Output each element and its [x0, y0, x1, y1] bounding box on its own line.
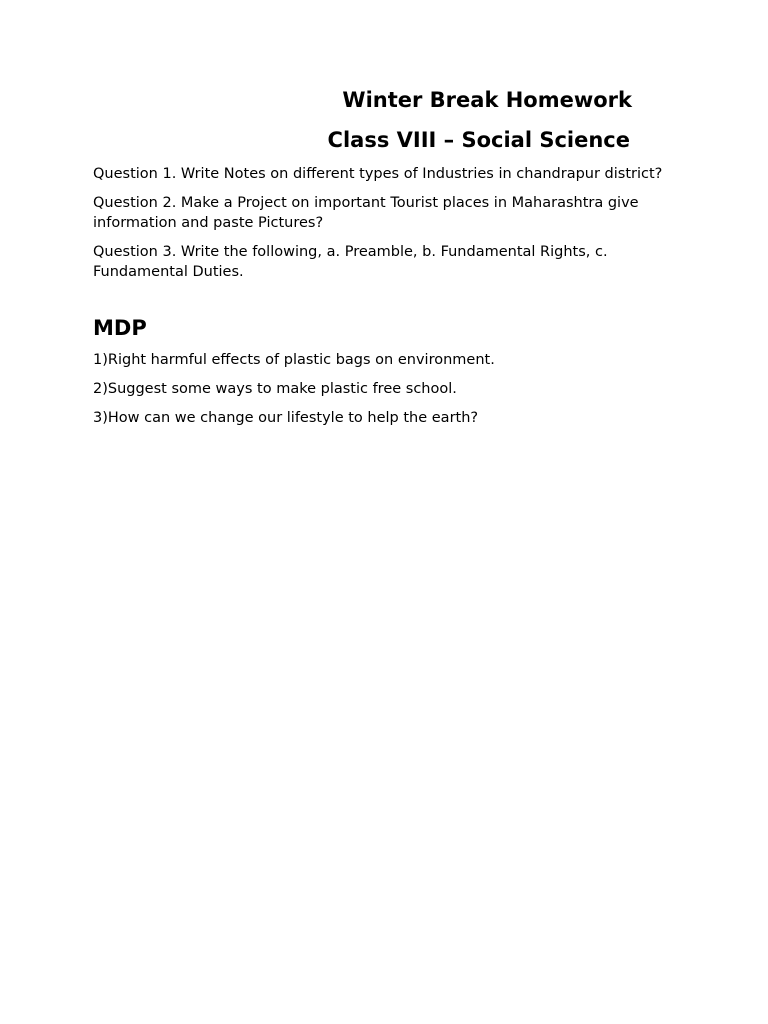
document-body: [93, 164, 663, 437]
question-2: Question 2. Make a Project on important Tourist places in Maharashtra give information and paste Pictures?: [93, 195, 639, 231]
question-3: Question 3. Write the following, a. Preamble, b. Fundamental Rights, c. Fundamental Duties.: [93, 244, 608, 280]
mdp-heading: MDP: [93, 316, 147, 340]
mdp-item-3: 3)How can we change our lifestyle to help the earth?: [93, 410, 479, 426]
document-subtitle: Class VIII – Social Science: [327, 128, 630, 152]
mdp-item-1: 1)Right harmful effects of plastic bags on environment.: [93, 352, 495, 368]
mdp-item-2: 2)Suggest some ways to make plastic free school.: [93, 381, 457, 397]
document-title: Winter Break Homework: [342, 88, 632, 112]
question-1: Question 1. Write Notes on different types of Industries in chandrapur district?: [93, 166, 663, 182]
